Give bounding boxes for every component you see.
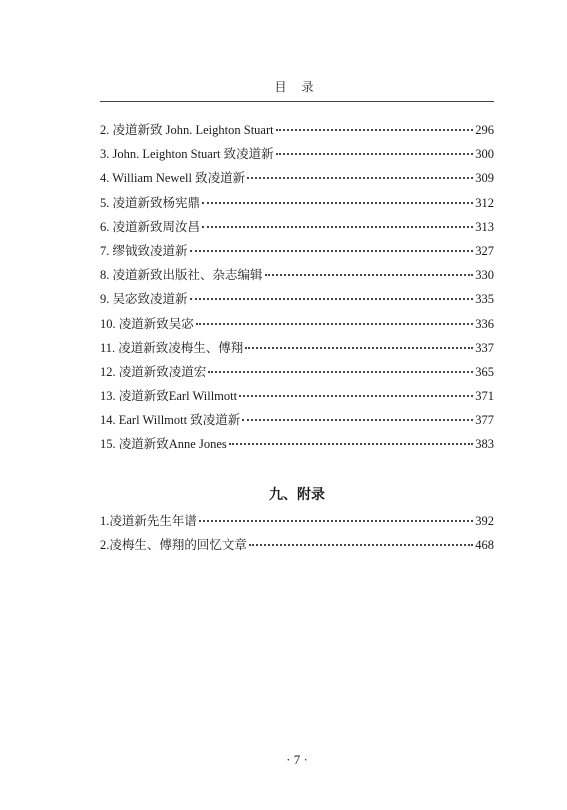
- toc-entry-title: 11. 凌道新致凌梅生、傅翔: [100, 340, 244, 355]
- toc-entry[interactable]: [100, 336, 494, 360]
- toc-entry-title: 9. 吴宓致凌道新: [100, 292, 188, 307]
- toc-entry-title: 13. 凌道新致Earl Willmott: [100, 389, 238, 404]
- toc-entry-page-number: 335: [475, 292, 494, 307]
- toc-entry-page-number: 392: [475, 514, 494, 528]
- toc-entry-page-number: 296: [475, 123, 494, 137]
- toc-dot-leader: [196, 323, 473, 325]
- header-rule: [100, 101, 494, 102]
- toc-dot-leader: [190, 298, 474, 300]
- toc-entry-page-number: 312: [475, 195, 494, 210]
- toc-entry[interactable]: [100, 239, 494, 263]
- toc-entry-title: 14. Earl Willmott 致凌道新: [100, 413, 241, 428]
- toc-entry[interactable]: [100, 509, 494, 533]
- toc-list-main: [100, 118, 494, 457]
- toc-entry[interactable]: [100, 215, 494, 239]
- toc-entry-title: 6. 凌道新致周汝昌: [100, 219, 201, 234]
- toc-entry-page-number: 365: [475, 364, 494, 379]
- toc-dot-leader: [190, 250, 474, 252]
- running-header-title: 目 录: [274, 80, 320, 94]
- toc-entry-title: 2. 凌道新致 John. Leighton Stuart: [100, 123, 274, 137]
- toc-entry[interactable]: [100, 533, 494, 557]
- toc-dot-leader: [276, 129, 474, 131]
- toc-entry[interactable]: [100, 191, 494, 215]
- toc-entry-page-number: 468: [475, 538, 494, 553]
- toc-entry[interactable]: [100, 142, 494, 166]
- toc-entry-page-number: 327: [475, 243, 494, 258]
- toc-entry-page-number: 337: [475, 340, 494, 355]
- page-number: · 7 ·: [286, 752, 308, 767]
- toc-dot-leader: [265, 274, 474, 276]
- toc-dot-leader: [239, 395, 473, 397]
- toc-entry-page-number: 300: [475, 147, 494, 162]
- toc-entry-page-number: 313: [475, 219, 494, 234]
- toc-entry-title: 2.凌梅生、傅翔的回忆文章: [100, 538, 247, 553]
- toc-dot-leader: [247, 177, 473, 179]
- toc-entry-title: 5. 凌道新致杨宪鼎: [100, 195, 201, 210]
- toc-entry-title: 10. 凌道新致吴宓: [100, 316, 194, 331]
- toc-entry-page-number: 330: [475, 268, 494, 283]
- toc-entry-page-number: 371: [475, 389, 494, 404]
- toc-entry-title: 12. 凌道新致凌道宏: [100, 364, 207, 379]
- toc-entry-page-number: 377: [475, 413, 494, 428]
- toc-dot-leader: [199, 520, 473, 522]
- toc-dot-leader: [249, 544, 473, 546]
- toc-dot-leader: [208, 371, 473, 373]
- toc-list-appendix: [100, 509, 494, 557]
- toc-entry[interactable]: [100, 118, 494, 142]
- toc-dot-leader: [276, 153, 474, 155]
- toc-dot-leader: [229, 443, 474, 445]
- toc-dot-leader: [245, 347, 473, 349]
- toc-entry[interactable]: [100, 312, 494, 336]
- toc-entry-title: 15. 凌道新致Anne Jones: [100, 437, 227, 452]
- toc-entry[interactable]: [100, 408, 494, 432]
- toc-dot-leader: [202, 226, 473, 228]
- toc-entry[interactable]: [100, 432, 494, 456]
- toc-entry[interactable]: [100, 360, 494, 384]
- toc-entry[interactable]: [100, 166, 494, 190]
- toc-entry-page-number: 383: [475, 437, 494, 452]
- toc-entry[interactable]: [100, 263, 494, 287]
- toc-entry-page-number: 309: [475, 171, 494, 186]
- toc-entry-title: 8. 凌道新致出版社、杂志编辑: [100, 268, 263, 283]
- toc-entry-title: 3. John. Leighton Stuart 致凌道新: [100, 147, 274, 162]
- toc-entry-title: 1.凌道新先生年谱: [100, 514, 197, 528]
- toc-entry-page-number: 336: [475, 316, 494, 331]
- toc-entry[interactable]: [100, 384, 494, 408]
- toc-entry-title: 7. 缪钺致凌道新: [100, 243, 188, 258]
- toc-entry-title: 4. William Newell 致凌道新: [100, 171, 246, 186]
- toc-dot-leader: [242, 419, 473, 421]
- appendix-heading: 九、附录: [269, 487, 325, 503]
- toc-entry[interactable]: [100, 287, 494, 311]
- toc-dot-leader: [202, 202, 473, 204]
